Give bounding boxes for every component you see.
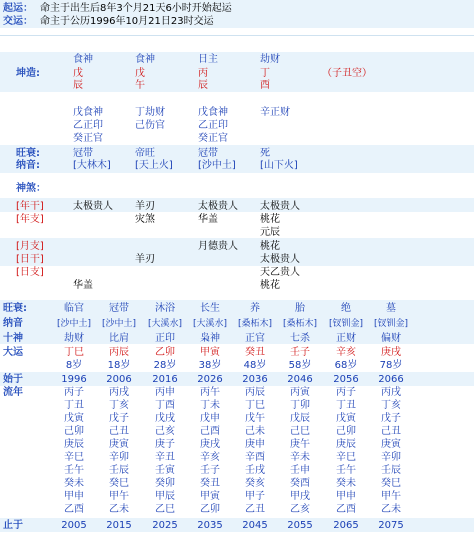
dayun-label: 大运 xyxy=(3,347,23,358)
pillar-branch: 辰 xyxy=(198,80,208,91)
hidden-stem: 乙正印 xyxy=(73,120,103,131)
liunian-item: 庚戌 xyxy=(200,439,220,450)
dayun-nayin: [大溪水] xyxy=(147,319,183,329)
hidden-stem: 戊食神 xyxy=(73,107,103,118)
dayun-start-year: 2036 xyxy=(242,374,268,385)
liunian-item: 丁亥 xyxy=(381,400,401,411)
dayun-end-year: 2035 xyxy=(197,520,223,531)
dayun-pillar: 甲寅 xyxy=(200,347,220,358)
row-band xyxy=(0,145,474,173)
liunian-item: 乙丑 xyxy=(245,504,265,515)
liunian-item: 己卯 xyxy=(336,426,356,437)
dayun-start-year: 2056 xyxy=(333,374,359,385)
shensha-item: 桃花 xyxy=(260,241,280,252)
dayun-pillar: 丁巳 xyxy=(64,347,84,358)
dayun-age: 38岁 xyxy=(198,360,222,371)
dayun-start-year: 2066 xyxy=(378,374,404,385)
liunian-item: 庚寅 xyxy=(381,439,401,450)
dayun-wangshuai: 胎 xyxy=(295,303,305,314)
dayun-age: 28岁 xyxy=(153,360,177,371)
hidden-stem: 癸正官 xyxy=(198,133,228,144)
liunian-item: 丁巳 xyxy=(245,400,265,411)
dayun-nayin-label: 纳音 xyxy=(3,318,23,329)
hidden-stem: 戊食神 xyxy=(198,107,228,118)
shensha-item: 羊刃 xyxy=(135,254,155,265)
liunian-item: 壬辰 xyxy=(109,465,129,476)
liunian-item: 壬辰 xyxy=(381,465,401,476)
shensha-item: 太极贵人 xyxy=(260,201,300,212)
shensha-item: 华盖 xyxy=(198,214,218,225)
dayun-end-year: 2015 xyxy=(106,520,132,531)
liunian-item: 己丑 xyxy=(109,426,129,437)
pillar-nayin: [大林木] xyxy=(73,160,111,171)
liunian-item: 癸未 xyxy=(336,478,356,489)
liunian-item: 乙酉 xyxy=(64,504,84,515)
liunian-item: 甲戌 xyxy=(290,491,310,502)
shensha-item: 天乙贵人 xyxy=(260,267,300,278)
pillar-stem: 戊 xyxy=(73,68,83,79)
liunian-item: 丙子 xyxy=(336,387,356,398)
liunian-item: 壬申 xyxy=(290,465,310,476)
dayun-pillar: 壬子 xyxy=(290,347,310,358)
dayun-shishen: 正印 xyxy=(155,333,175,344)
liunian-item: 癸亥 xyxy=(245,478,265,489)
liunian-item: 丁酉 xyxy=(155,400,175,411)
dayun-start-year: 1996 xyxy=(61,374,87,385)
pillar-god: 劫财 xyxy=(260,54,280,65)
liunian-item: 壬寅 xyxy=(155,465,175,476)
pillar-wangshuai: 帝旺 xyxy=(135,148,155,159)
dayun-nayin: [钗钏金] xyxy=(328,319,364,329)
liunian-item: 庚午 xyxy=(290,439,310,450)
liunian-item: 庚子 xyxy=(155,439,175,450)
dayun-shishen: 正财 xyxy=(336,333,356,344)
liunian-item: 己丑 xyxy=(381,426,401,437)
liunian-item: 戊午 xyxy=(245,413,265,424)
liunian-item: 癸卯 xyxy=(155,478,175,489)
pillar-stem: 戊 xyxy=(135,68,145,79)
dayun-nayin: [沙中土] xyxy=(56,319,92,329)
pillar-stem: 丙 xyxy=(198,68,208,79)
pillar-branch: 午 xyxy=(135,80,145,91)
shensha-item: 华盖 xyxy=(73,280,93,291)
liunian-item: 己卯 xyxy=(64,426,84,437)
pillar-god: 食神 xyxy=(73,54,93,65)
liunian-item: 丁丑 xyxy=(64,400,84,411)
dayun-age: 18岁 xyxy=(107,360,131,371)
dayun-wangshuai: 绝 xyxy=(341,303,351,314)
dayun-wangshuai: 长生 xyxy=(200,303,220,314)
dayun-end-year: 2045 xyxy=(242,520,268,531)
dayun-nayin: [沙中土] xyxy=(101,319,137,329)
pillar-nayin: [沙中土] xyxy=(198,160,236,171)
liunian-item: 乙巳 xyxy=(155,504,175,515)
dayun-shishen: 七杀 xyxy=(290,333,310,344)
liunian-item: 丙寅 xyxy=(290,387,310,398)
pillar-nayin: [山下火] xyxy=(260,160,298,171)
dayun-start-year: 2016 xyxy=(152,374,178,385)
shensha-row-label: [月支] xyxy=(16,241,44,252)
liunian-item: 戊戌 xyxy=(155,413,175,424)
liunian-item: 戊子 xyxy=(109,413,129,424)
hidden-stem: 辛正财 xyxy=(260,107,290,118)
liunian-item: 乙未 xyxy=(381,504,401,515)
kong-label: （子丑空） xyxy=(322,68,372,79)
dayun-end-year: 2075 xyxy=(378,520,404,531)
liunian-item: 癸巳 xyxy=(381,478,401,489)
qiankao-label: 坤造: xyxy=(16,68,40,79)
liunian-item: 丁亥 xyxy=(109,400,129,411)
liunian-item: 乙未 xyxy=(109,504,129,515)
dayun-pillar: 癸丑 xyxy=(245,347,265,358)
dayun-start-year: 2046 xyxy=(287,374,313,385)
dayun-wangshuai: 墓 xyxy=(386,303,396,314)
shensha-item: 太极贵人 xyxy=(198,201,238,212)
dayun-shishen: 比肩 xyxy=(109,333,129,344)
dayun-end-year: 2065 xyxy=(333,520,359,531)
shensha-item: 元辰 xyxy=(260,227,280,238)
dayun-nayin: [钗钏金] xyxy=(373,319,409,329)
liunian-item: 己巳 xyxy=(290,426,310,437)
liunian-item: 辛丑 xyxy=(155,452,175,463)
dayun-age: 58岁 xyxy=(288,360,312,371)
dayun-age: 68岁 xyxy=(334,360,358,371)
dayun-end-year: 2055 xyxy=(287,520,313,531)
shensha-row-label: [日干] xyxy=(16,254,44,265)
shensha-item: 桃花 xyxy=(260,280,280,291)
dayun-wangshuai: 沐浴 xyxy=(155,303,175,314)
pillar-god: 日主 xyxy=(198,54,218,65)
shensha-row-label: [日支] xyxy=(16,267,44,278)
liunian-item: 戊子 xyxy=(381,413,401,424)
liunian-item: 癸未 xyxy=(64,478,84,489)
liunian-item: 辛未 xyxy=(290,452,310,463)
shensha-item: 羊刃 xyxy=(135,201,155,212)
pillar-wangshuai: 死 xyxy=(260,148,270,159)
pillar-wangshuai: 冠带 xyxy=(198,148,218,159)
dayun-pillar: 庚戌 xyxy=(381,347,401,358)
liunian-item: 甲午 xyxy=(109,491,129,502)
dayun-nayin: [大溪水] xyxy=(192,319,228,329)
pillar-branch: 酉 xyxy=(260,80,270,91)
liunian-item: 戊申 xyxy=(200,413,220,424)
liunian-item: 戊寅 xyxy=(64,413,84,424)
liunian-item: 壬子 xyxy=(200,465,220,476)
liunian-item: 丙辰 xyxy=(245,387,265,398)
liunian-item: 丙午 xyxy=(200,387,220,398)
shensha-row-label: [年干] xyxy=(16,201,44,212)
liunian-item: 丁卯 xyxy=(290,400,310,411)
liunian-item: 壬午 xyxy=(64,465,84,476)
nayin-label: 纳音: xyxy=(16,160,40,171)
liunian-item: 辛卯 xyxy=(381,452,401,463)
liunian-item: 甲申 xyxy=(336,491,356,502)
pillar-nayin: [天上火] xyxy=(135,160,173,171)
shensha-item: 太极贵人 xyxy=(73,201,113,212)
dayun-start-year: 2026 xyxy=(197,374,223,385)
jiaoyun-label: 交运： xyxy=(3,16,33,27)
dayun-nayin: [桑柘木] xyxy=(237,319,273,329)
dayun-age: 48岁 xyxy=(243,360,267,371)
liunian-item: 甲寅 xyxy=(200,491,220,502)
dayun-shishen-label: 十神 xyxy=(3,333,23,344)
liunian-item: 丁丑 xyxy=(336,400,356,411)
liunian-item: 辛亥 xyxy=(200,452,220,463)
hidden-stem: 丁劫财 xyxy=(135,107,165,118)
liunian-item: 己酉 xyxy=(200,426,220,437)
dayun-end-year: 2005 xyxy=(61,520,87,531)
qiyun-text: 命主于出生后8年3个月21天6小时开始起运 xyxy=(40,3,232,14)
dayun-shishen: 劫财 xyxy=(64,333,84,344)
liunian-item: 癸巳 xyxy=(109,478,129,489)
qiyun-label: 起运： xyxy=(3,3,33,14)
dayun-end-year: 2025 xyxy=(152,520,178,531)
liunian-item: 庚寅 xyxy=(109,439,129,450)
liunian-item: 甲子 xyxy=(245,491,265,502)
liunian-item: 戊寅 xyxy=(336,413,356,424)
pillar-wangshuai: 冠带 xyxy=(73,148,93,159)
liunian-item: 丙戌 xyxy=(109,387,129,398)
dayun-pillar: 丙辰 xyxy=(109,347,129,358)
liunian-item: 戊辰 xyxy=(290,413,310,424)
wangshuai-label: 旺衰: xyxy=(16,148,40,159)
liunian-item: 乙亥 xyxy=(290,504,310,515)
liunian-item: 丁未 xyxy=(200,400,220,411)
hidden-stem: 癸正官 xyxy=(73,133,103,144)
dayun-shishen: 正官 xyxy=(245,333,265,344)
dayun-shishen: 偏财 xyxy=(381,333,401,344)
liunian-item: 癸酉 xyxy=(290,478,310,489)
liunian-item: 庚申 xyxy=(245,439,265,450)
liunian-item: 辛酉 xyxy=(245,452,265,463)
shensha-item: 桃花 xyxy=(260,214,280,225)
dayun-wangshuai-label: 旺衰: xyxy=(3,303,27,314)
dayun-start-year: 2006 xyxy=(106,374,132,385)
shensha-item: 灾煞 xyxy=(135,214,155,225)
dayun-age: 78岁 xyxy=(379,360,403,371)
shensha-row-label: [年支] xyxy=(16,214,44,225)
liunian-item: 己亥 xyxy=(155,426,175,437)
dayun-liunian-label: 流年 xyxy=(3,387,23,398)
liunian-item: 辛巳 xyxy=(336,452,356,463)
liunian-item: 丙子 xyxy=(64,387,84,398)
liunian-item: 丙申 xyxy=(155,387,175,398)
liunian-item: 庚辰 xyxy=(336,439,356,450)
liunian-item: 辛巳 xyxy=(64,452,84,463)
liunian-item: 壬午 xyxy=(336,465,356,476)
liunian-item: 庚辰 xyxy=(64,439,84,450)
liunian-item: 乙卯 xyxy=(200,504,220,515)
pillar-god: 食神 xyxy=(135,54,155,65)
liunian-item: 辛卯 xyxy=(109,452,129,463)
shensha-item: 月德贵人 xyxy=(198,241,238,252)
shensha-title: 神煞： xyxy=(16,183,46,194)
dayun-wangshuai: 冠带 xyxy=(109,303,129,314)
pillar-stem: 丁 xyxy=(260,68,270,79)
dayun-wangshuai: 养 xyxy=(250,303,260,314)
liunian-item: 癸丑 xyxy=(200,478,220,489)
liunian-item: 甲申 xyxy=(64,491,84,502)
hidden-stem: 乙正印 xyxy=(198,120,228,131)
liunian-item: 己未 xyxy=(245,426,265,437)
liunian-item: 丙戌 xyxy=(381,387,401,398)
dayun-start-label: 始于 xyxy=(3,374,23,385)
divider xyxy=(0,35,474,36)
liunian-item: 甲午 xyxy=(381,491,401,502)
dayun-pillar: 辛亥 xyxy=(336,347,356,358)
shensha-item: 太极贵人 xyxy=(260,254,300,265)
liunian-item: 壬戌 xyxy=(245,465,265,476)
liunian-item: 乙酉 xyxy=(336,504,356,515)
dayun-pillar: 乙卯 xyxy=(155,347,175,358)
row-band xyxy=(0,52,474,92)
dayun-age: 8岁 xyxy=(65,360,83,371)
hidden-stem: 己伤官 xyxy=(135,120,165,131)
dayun-shishen: 枭神 xyxy=(200,333,220,344)
dayun-end-label: 止于 xyxy=(3,520,23,531)
liunian-item: 甲辰 xyxy=(155,491,175,502)
dayun-nayin: [桑柘木] xyxy=(282,319,318,329)
pillar-branch: 辰 xyxy=(73,80,83,91)
dayun-wangshuai: 临官 xyxy=(64,303,84,314)
jiaoyun-text: 命主于公历1996年10月21日23时交运 xyxy=(40,16,214,27)
